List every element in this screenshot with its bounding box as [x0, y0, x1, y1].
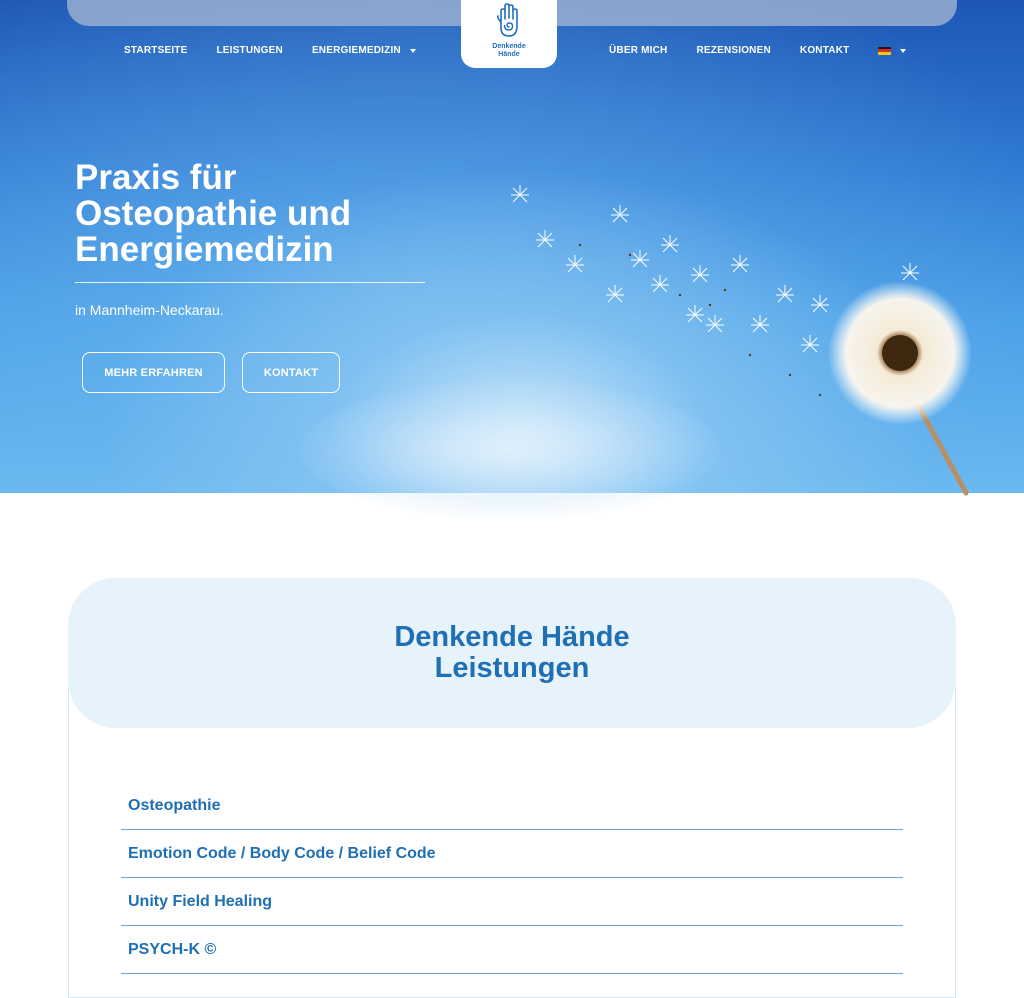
logo-text-line1: Denkende	[492, 43, 526, 50]
hero-title	[75, 160, 435, 268]
service-item-emotion-code[interactable]: Emotion Code / Body Code / Belief Code	[121, 830, 903, 878]
logo-text-line2: Hände	[498, 51, 520, 58]
services-title-line1: Denkende Hände	[394, 621, 630, 653]
nav-label: KONTAKT	[799, 45, 850, 56]
service-item-unity-field-healing[interactable]: Unity Field Healing	[121, 878, 903, 926]
hero-subtitle: in Mannheim-Neckarau.	[75, 302, 224, 318]
nav-item-startseite[interactable]	[124, 45, 187, 56]
german-flag-icon	[878, 47, 891, 55]
services-title-line2: Leistungen	[434, 652, 590, 684]
service-item-osteopathie[interactable]: Osteopathie	[121, 782, 903, 830]
nav-item-leistungen[interactable]	[216, 45, 282, 56]
nav-label: REZENSIONEN	[696, 45, 771, 56]
mehr-erfahren-button[interactable]: MEHR ERFAHREN	[82, 352, 225, 393]
nav-item-energiemedizin[interactable]	[312, 45, 416, 56]
kontakt-button[interactable]: KONTAKT	[242, 352, 340, 393]
nav-label: ENERGIEMEDIZIN	[311, 45, 401, 56]
nav-label: LEISTUNGEN	[216, 45, 283, 56]
service-item-psych-k[interactable]: PSYCH-K ©	[121, 926, 903, 974]
services-list	[121, 782, 903, 974]
chevron-down-icon	[900, 49, 906, 53]
chevron-down-icon	[410, 49, 416, 53]
services-header	[68, 578, 956, 728]
hero-divider	[75, 282, 425, 283]
hero-section	[0, 0, 1024, 493]
main-nav-left	[124, 45, 445, 56]
nav-item-ueber-mich[interactable]	[609, 45, 667, 56]
language-switcher[interactable]	[878, 47, 906, 55]
hero-title-line3: Energiemedizin	[75, 230, 334, 269]
nav-label: STARTSEITE	[124, 45, 188, 56]
dandelion-image	[520, 195, 990, 495]
nav-item-kontakt[interactable]	[800, 45, 850, 56]
main-nav-right	[609, 45, 935, 56]
hero-title-line1: Praxis für	[75, 158, 237, 197]
hero-title-line2: Osteopathie und	[75, 194, 352, 233]
nav-label: ÜBER MICH	[609, 45, 668, 56]
logo[interactable]	[461, 0, 557, 68]
nav-item-rezensionen[interactable]	[696, 45, 770, 56]
hand-spiral-icon	[494, 2, 524, 40]
